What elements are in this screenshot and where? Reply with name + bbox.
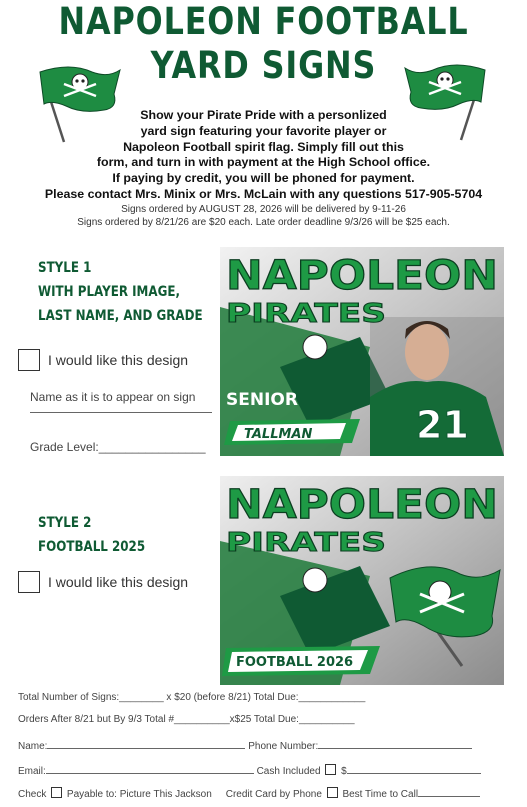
style1-checkbox[interactable] — [18, 349, 40, 371]
check-label: Check — [18, 789, 47, 800]
phone-field[interactable] — [318, 739, 472, 749]
page-title-line1: NAPOLEON FOOTBALL — [58, 0, 469, 43]
grade-level-field[interactable]: Grade Level:________________ — [30, 440, 206, 454]
style1-heading-line: WITH PLAYER IMAGE, — [38, 284, 180, 300]
payable-label: Payable to: Picture This Jackson — [66, 789, 212, 800]
page-title-line2: YARD SIGNS — [150, 44, 377, 87]
jersey-number: 21 — [416, 403, 469, 447]
sign-subtitle: PIRATES — [226, 299, 386, 329]
style1-heading — [38, 256, 203, 328]
cash-amount-field[interactable] — [347, 764, 481, 774]
style1-heading-line: STYLE 1 — [38, 260, 92, 276]
intro-line: yard sign featuring your favorite player or — [140, 123, 387, 138]
sign-subtitle: PIRATES — [226, 528, 386, 558]
style2-sign-preview — [220, 476, 504, 685]
sign-title: NAPOLEON — [226, 253, 498, 299]
email-label: Email: — [18, 766, 46, 777]
check-checkbox[interactable] — [51, 787, 62, 798]
email-row — [18, 764, 481, 777]
contact-line: Please contact Mrs. Minix or Mrs. McLain with any questions 517-905-5704 — [44, 186, 483, 201]
credit-checkbox[interactable] — [327, 787, 338, 798]
sign-banner: FOOTBALL 2026 — [236, 655, 354, 670]
order-row-late[interactable]: Orders After 8/21 but By 9/3 Total #__________x$25 Total Due:__________ — [18, 714, 355, 725]
style2-heading-line: FOOTBALL 2025 — [38, 539, 146, 555]
sign-title: NAPOLEON — [226, 482, 498, 528]
intro-line: Show your Pirate Pride with a personlized — [140, 108, 387, 122]
style2-choice[interactable] — [18, 571, 188, 593]
style2-checkbox-label: I would like this design — [48, 574, 189, 590]
email-field[interactable] — [46, 764, 254, 774]
delivery-note: Signs ordered by AUGUST 28, 2026 will be delivered by 9-11-26 — [121, 203, 406, 215]
best-time-field[interactable] — [418, 787, 480, 797]
payment-row — [18, 787, 480, 800]
intro-line: If paying by credit, you will be phoned for payment. — [112, 171, 415, 186]
name-on-sign-label: Name as it is to appear on sign — [30, 390, 196, 404]
dollar-label: $ — [341, 766, 347, 777]
credit-label: Credit Card by Phone — [225, 789, 322, 800]
order-row-early[interactable]: Total Number of Signs:________ x $20 (before 8/21) Total Due:____________ — [18, 692, 366, 703]
style2-checkbox[interactable] — [18, 571, 40, 593]
intro-text — [0, 108, 527, 229]
name-on-sign-field[interactable] — [30, 412, 212, 413]
intro-line: Napoleon Football spirit flag. Simply fill out this — [123, 139, 404, 154]
name-label: Name: — [18, 741, 48, 752]
style1-checkbox-label: I would like this design — [48, 352, 189, 368]
best-time-label: Best Time to Call — [342, 789, 419, 800]
contact-row — [18, 739, 472, 752]
cash-label: Cash Included — [256, 766, 321, 777]
sign-grade: SENIOR — [226, 390, 298, 410]
style1-sign-preview — [220, 247, 504, 456]
name-field[interactable] — [47, 739, 245, 749]
style1-heading-line: LAST NAME, AND GRADE — [38, 308, 203, 324]
style2-heading-line: STYLE 2 — [38, 515, 92, 531]
cash-checkbox[interactable] — [325, 764, 336, 775]
intro-line: form, and turn in with payment at the High School office. — [96, 155, 431, 170]
sign-player-name: TALLMAN — [244, 427, 313, 442]
pricing-note: Signs ordered by 8/21/26 are $20 each. Late order deadline 9/3/26 will be $25 each. — [77, 216, 450, 228]
style1-choice[interactable] — [18, 349, 188, 371]
style2-heading — [38, 511, 145, 559]
phone-label: Phone Number: — [248, 741, 319, 752]
